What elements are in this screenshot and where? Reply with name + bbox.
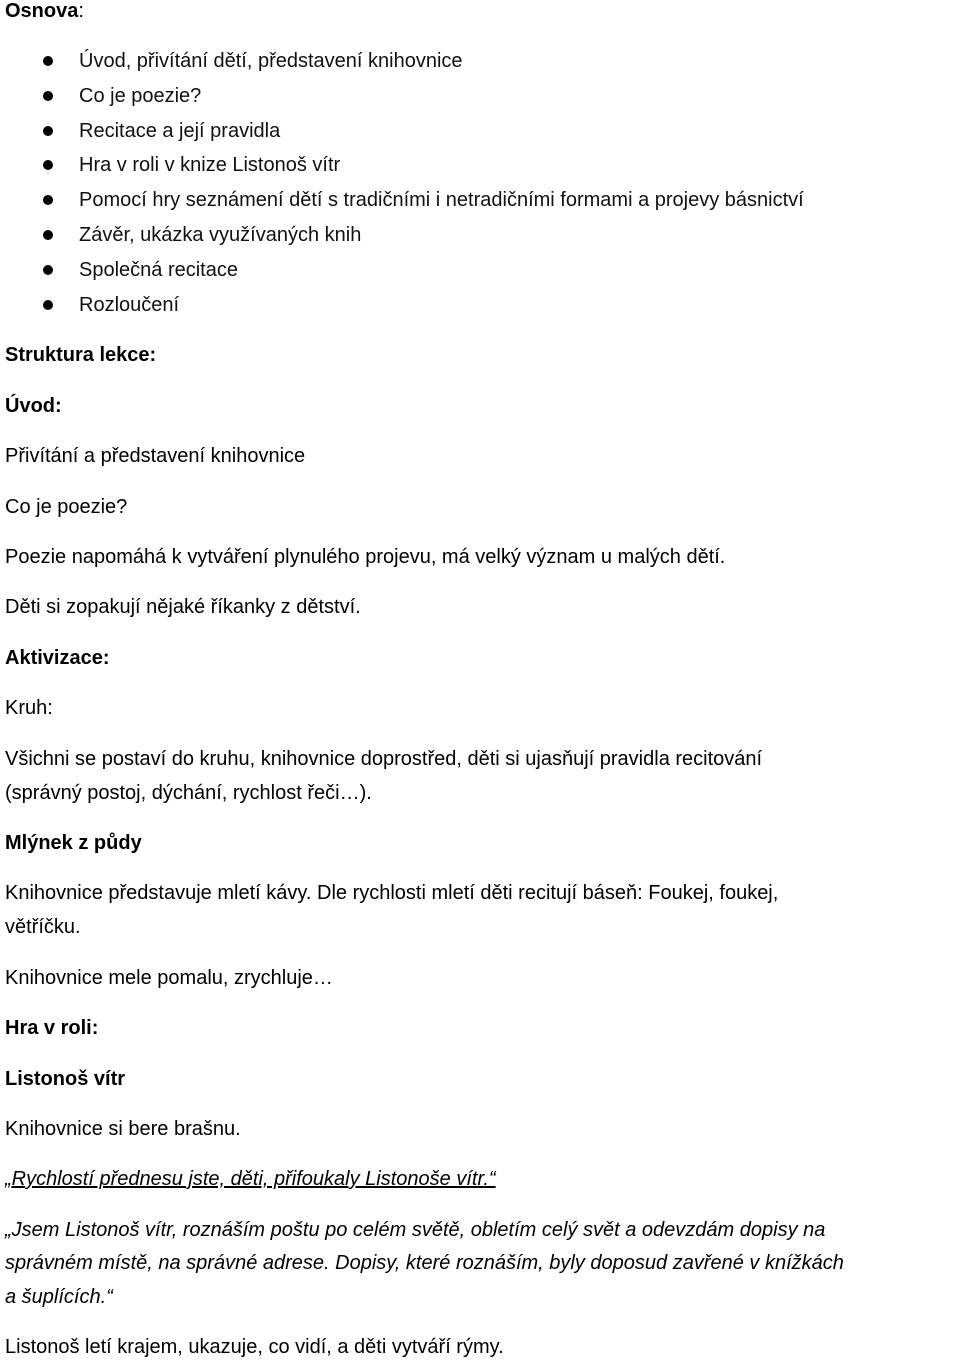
- bullet-icon: [43, 300, 53, 310]
- quote-2-line-3: a šuplících.“: [5, 1286, 113, 1308]
- roleplay-heading: Hra v roli:: [5, 1017, 99, 1039]
- outline-heading: Osnova: [5, 0, 79, 22]
- mill-paragraph-line-3: Knihovnice mele pomalu, zrychluje…: [5, 967, 333, 989]
- circle-label: Kruh:: [5, 697, 53, 719]
- outline-item-text: Závěr, ukázka využívaných knih: [79, 223, 362, 246]
- outline-item-text: Úvod, přivítání dětí, představení knihovnice: [79, 50, 463, 72]
- bullet-icon: [43, 195, 53, 205]
- outline-item-text: Recitace a její pravidla: [79, 119, 281, 142]
- circle-paragraph-line-1: Všichni se postaví do kruhu, knihovnice doprostřed, děti si ujasňují pravidla recitování: [5, 748, 763, 770]
- bullet-icon: [43, 126, 53, 136]
- outline-item-text: Společná recitace: [79, 258, 238, 281]
- bullet-icon: [43, 91, 53, 101]
- activation-heading: Aktivizace:: [5, 647, 110, 669]
- structure-heading: Struktura lekce:: [5, 344, 157, 366]
- bullet-icon: [43, 265, 53, 275]
- outline-item-text: Hra v roli v knize Listonoš vítr: [79, 154, 341, 177]
- quote-2-line-2: správném místě, na správné adrese. Dopisy, které roznáším, byly doposud zavřené v knížkách: [5, 1252, 844, 1274]
- rhymes-paragraph: Děti si zopakují nějaké říkanky z dětství.: [5, 596, 361, 618]
- bag-text: Knihovnice si bere brašnu.: [5, 1118, 241, 1140]
- welcome-text: Přivítání a představení knihovnice: [5, 445, 306, 467]
- mill-paragraph-line-1: Knihovnice představuje mletí kávy. Dle rychlosti mletí děti recitují báseň: Foukej, foukej,: [5, 882, 779, 904]
- closing-paragraph: Listonoš letí krajem, ukazuje, co vidí, a děti vytváří rýmy.: [5, 1336, 504, 1358]
- roleplay-subheading: Listonoš vítr: [5, 1068, 126, 1090]
- bullet-icon: [43, 160, 53, 170]
- poetry-paragraph: Poezie napomáhá k vytváření plynulého projevu, má velký význam u malých dětí.: [5, 546, 726, 568]
- outline-item-text: Pomocí hry seznámení dětí s tradičními i netradičními formami a projevy básnictví: [79, 189, 804, 212]
- bullet-icon: [43, 230, 53, 240]
- outline-heading-line: [5, 0, 84, 23]
- outline-item-text: Rozloučení: [79, 293, 180, 316]
- circle-paragraph-line-2: (správný postoj, dýchání, rychlost řeči…).: [5, 782, 372, 804]
- question-text: Co je poezie?: [5, 496, 128, 518]
- bullet-icon: [43, 56, 53, 66]
- outline-item-text: Co je poezie?: [79, 84, 202, 107]
- outline-heading-colon: :: [78, 0, 84, 22]
- mill-paragraph-line-2: větříčku.: [5, 916, 81, 938]
- mill-heading: Mlýnek z půdy: [5, 832, 142, 854]
- quote-2-line-1: „Jsem Listonoš vítr, roznáším poštu po celém světě, obletím celý svět a odevzdám dopisy na: [5, 1219, 826, 1241]
- intro-heading: Úvod:: [5, 395, 62, 417]
- quote-1: „Rychlostí přednesu jste, děti, přifoukaly Listonoše vítr.“: [5, 1168, 496, 1190]
